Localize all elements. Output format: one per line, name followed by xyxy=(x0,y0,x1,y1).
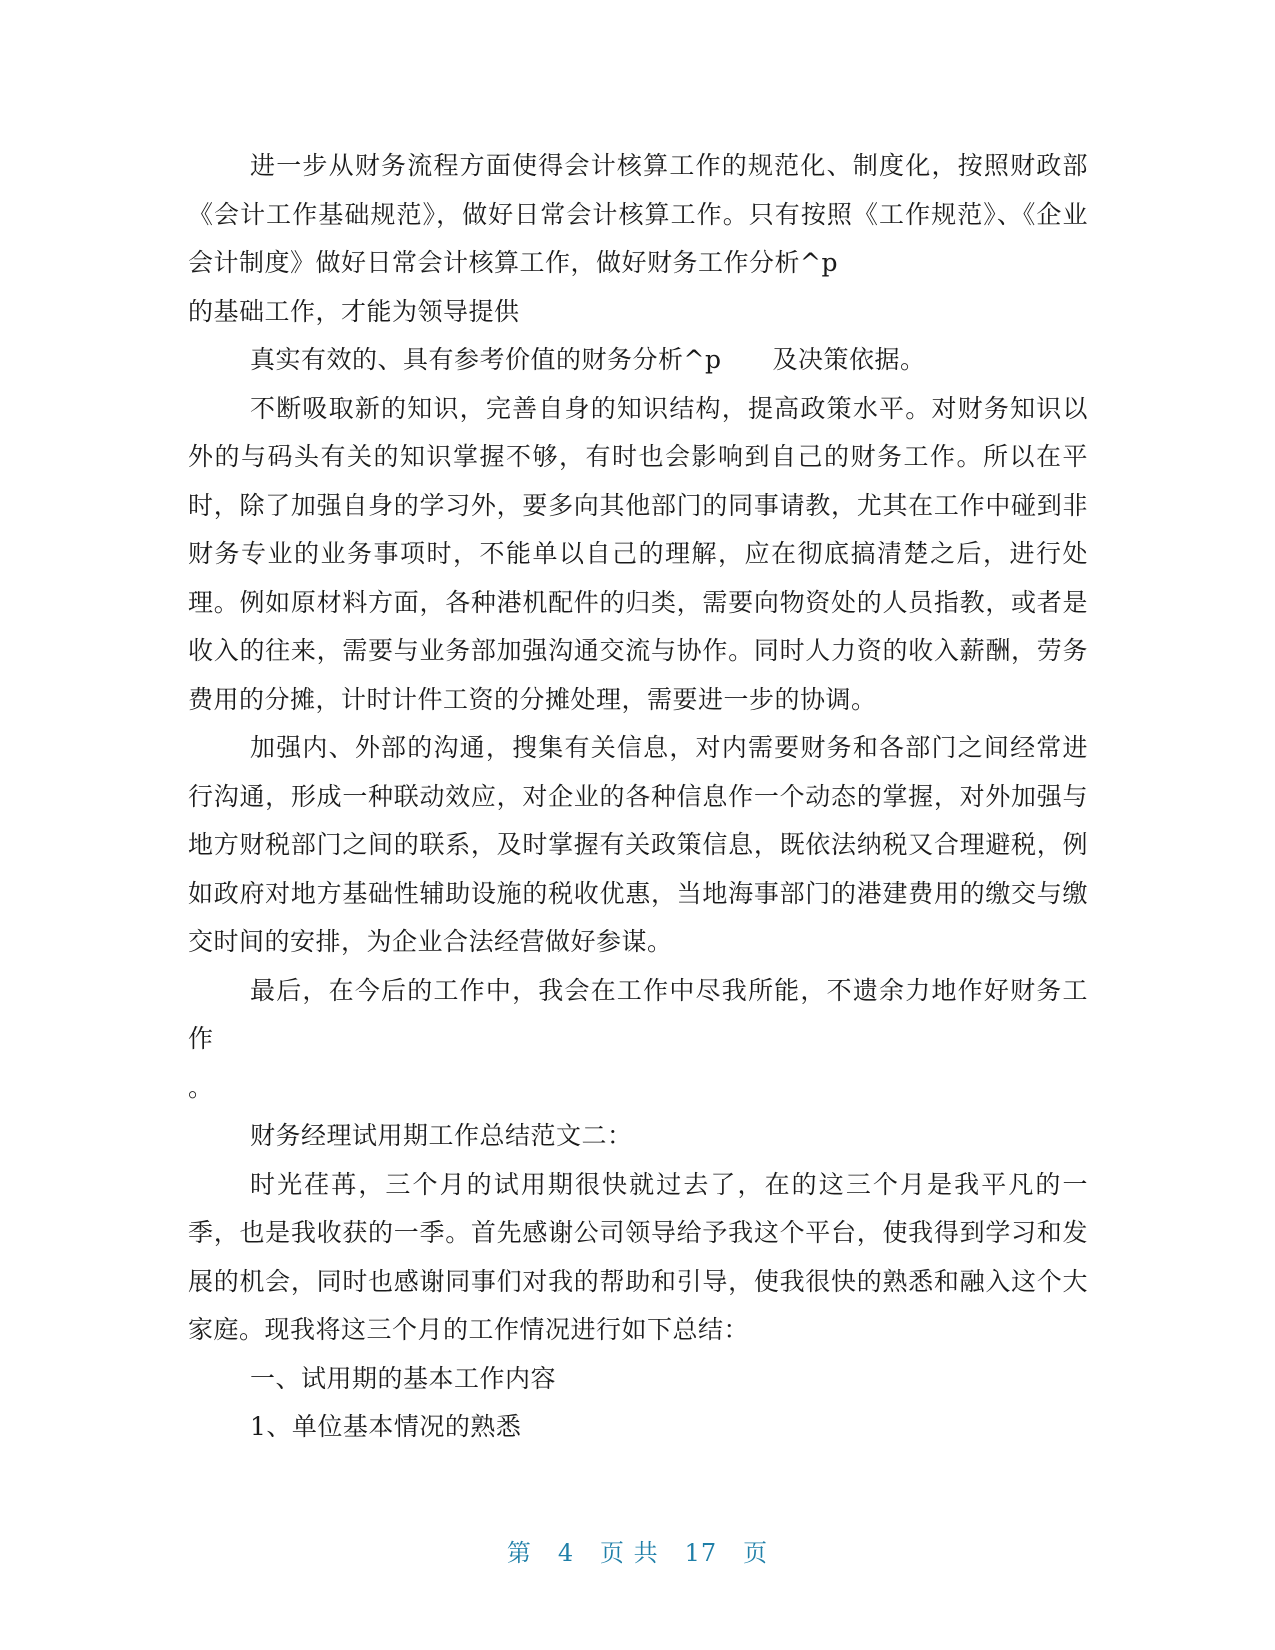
paragraph: 加强内、外部的沟通，搜集有关信息，对内需要财务和各部门之间经常进行沟通，形成一种联动效应，对企业的各种信息作一个动态的掌握，对外加强与地方财税部门之间的联系，及时掌握有关政策信息，既依法纳税又合理避税，例如政府对地方基础性辅助设施的税收优惠，当地海事部门的港建费用的缴交与缴交时间的安排，为企业合法经营做好参谋。 xyxy=(188,733,1088,956)
paragraph: 进一步从财务流程方面使得会计核算工作的规范化、制度化，按照财政部《会计工作基础规范》，做好日常会计核算工作。只有按照《工作规范》、《企业会计制度》做好日常会计核算工作，做好财务工作分析^p xyxy=(188,151,1088,277)
footer-prefix: 第 xyxy=(506,1539,532,1567)
footer-total-pages: 17 xyxy=(684,1539,718,1567)
subheading: 一、试用期的基本工作内容 xyxy=(250,1363,557,1393)
footer-middle: 页 共 xyxy=(600,1539,659,1567)
paragraph: 时光荏苒，三个月的试用期很快就过去了，在的这三个月是我平凡的一季，也是我收获的一季。首先感谢公司领导给予我这个平台，使我得到学习和发展的机会，同时也感谢同事们对我的帮助和引导，使我很快的熟悉和融入这个大家庭。现我将这三个月的工作情况进行如下总结： xyxy=(188,1169,1088,1344)
section-heading: 财务经理试用期工作总结范文二： xyxy=(250,1121,633,1150)
page-footer xyxy=(0,1533,1275,1568)
paragraph: 真实有效的、具有参考价值的财务分析^p 及决策依据。 xyxy=(250,345,926,374)
footer-suffix: 页 xyxy=(743,1539,769,1567)
footer-current-page: 4 xyxy=(557,1539,575,1567)
paragraph: 的基础工作，才能为领导提供 xyxy=(188,296,520,326)
subheading: 1、单位基本情况的熟悉 xyxy=(250,1412,522,1441)
paragraph: 。 xyxy=(188,1072,214,1102)
paragraph: 最后，在今后的工作中，我会在工作中尽我所能，不遗余力地作好财务工作 xyxy=(188,975,1088,1053)
paragraph: 不断吸取新的知识，完善自身的知识结构，提高政策水平。对财务知识以外的与码头有关的知识掌握不够，有时也会影响到自己的财务工作。所以在平时，除了加强自身的学习外，要多向其他部门的同事请教，尤其在工作中碰到非财务专业的业务事项时，不能单以自己的理解，应在彻底搞清楚之后，进行处理。例如原材料方面，各种港机配件的归类，需要向物资处的人员指教，或者是收入的往来，需要与业务部加强沟通交流与协作。同时人力资的收入薪酬，劳务费用的分摊，计时计件工资的分摊处理，需要进一步的协调。 xyxy=(188,393,1088,714)
document-body xyxy=(188,142,1088,1452)
